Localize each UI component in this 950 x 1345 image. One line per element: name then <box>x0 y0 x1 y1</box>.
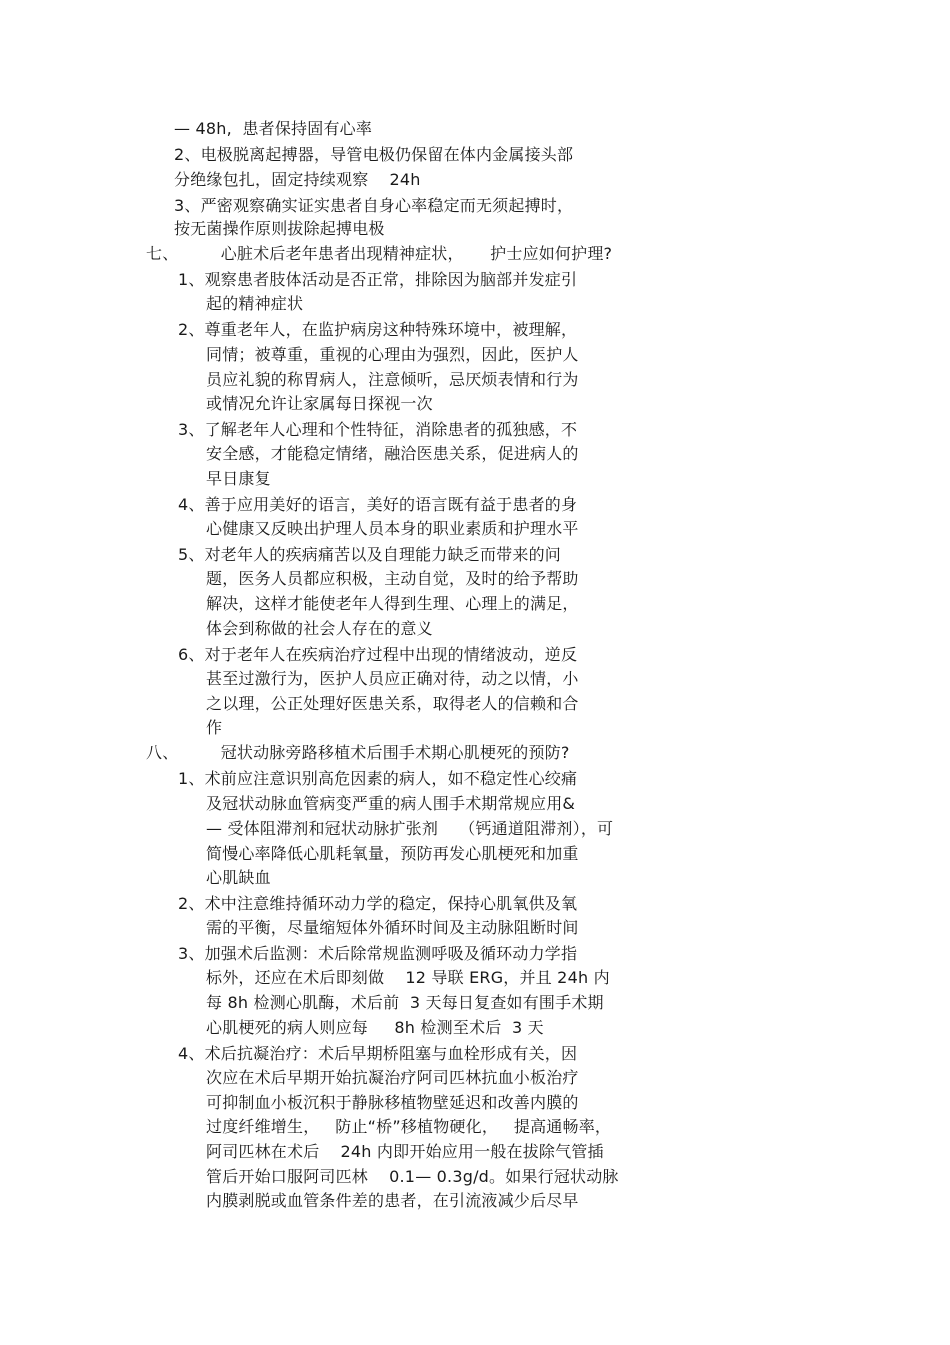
text-line: 可抑制血小板沉积于静脉移植物壁延迟和改善内膜的 <box>206 1093 579 1112</box>
text-line: 次应在术后早期开始抗凝治疗阿司匹林抗血小板治疗 <box>206 1068 579 1087</box>
section-heading: 七、 心脏术后老年患者出现精神症状， 护士应如何护理? <box>146 244 613 263</box>
text-line: 2、尊重老年人，在监护病房这种特殊环境中，被理解， <box>178 320 578 339</box>
section-heading: 八、 冠状动脉旁路移植术后围手术期心肌梗死的预防? <box>146 743 570 762</box>
text-line: 管后开始口服阿司匹林 0.1— 0.3g/d。如果行冠状动脉 <box>206 1167 619 1186</box>
text-line: 1、观察患者肢体活动是否正常，排除因为脑部并发症引 <box>178 270 578 289</box>
text-line: 按无菌操作原则拔除起搏电极 <box>174 219 385 238</box>
text-line: 解决，这样才能使老年人得到生理、心理上的满足， <box>206 594 579 613</box>
text-line: 3、严密观察确实证实患者自身心率稳定而无须起搏时， <box>174 196 574 215</box>
text-line: 作 <box>206 718 223 737</box>
text-line: 分绝缘包扎，固定持续观察 24h <box>174 170 421 189</box>
text-line: 过度纤维增生， 防止“桥”移植物硬化， 提高通畅率， <box>206 1117 612 1136</box>
text-line: 同情；被尊重，重视的心理由为强烈，因此，医护人 <box>206 345 579 364</box>
text-line: 早日康复 <box>206 469 271 488</box>
text-line: 2、术中注意维持循环动力学的稳定，保持心肌氧供及氧 <box>178 894 578 913</box>
text-line: 体会到称做的社会人存在的意义 <box>206 619 433 638</box>
text-line: 4、善于应用美好的语言，美好的语言既有益于患者的身 <box>178 495 578 514</box>
text-line: 及冠状动脉血管病变严重的病人围手术期常规应用& <box>206 794 576 813</box>
text-line: 1、术前应注意识别高危因素的病人，如不稳定性心绞痛 <box>178 769 578 788</box>
text-line: 心肌缺血 <box>206 868 271 887</box>
text-line: 阿司匹林在术后 24h 内即开始应用一般在拔除气管插 <box>206 1142 604 1161</box>
text-line: 题，医务人员都应积极，主动自觉，及时的给予帮助 <box>206 569 579 588</box>
text-line: 简慢心率降低心肌耗氧量，预防再发心肌梗死和加重 <box>206 844 579 863</box>
text-line: — 受体阻滞剂和冠状动脉扩张剂 （钙通道阻滞剂），可 <box>206 819 614 838</box>
text-line: 需的平衡，尽量缩短体外循环时间及主动脉阻断时间 <box>206 918 579 937</box>
text-line: 之以理，公正处理好医患关系，取得老人的信赖和合 <box>206 694 579 713</box>
text-line: 标外，还应在术后即刻做 12 导联 ERG，并且 24h 内 <box>206 968 610 987</box>
text-line: 心健康又反映出护理人员本身的职业素质和护理水平 <box>206 519 579 538</box>
text-line: 起的精神症状 <box>206 294 304 313</box>
text-line: 5、对老年人的疾病痛苦以及自理能力缺乏而带来的问 <box>178 545 561 564</box>
text-line: 2、电极脱离起搏器，导管电极仍保留在体内金属接头部 <box>174 145 574 164</box>
text-line: 甚至过激行为，医护人员应正确对待，动之以情，小 <box>206 669 579 688</box>
text-line: 3、加强术后监测：术后除常规监测呼吸及循环动力学指 <box>178 944 578 963</box>
text-line: — 48h, 患者保持固有心率 <box>174 119 373 138</box>
text-line: 心肌梗死的病人则应每 8h 检测至术后 3 天 <box>206 1018 544 1037</box>
text-line: 员应礼貌的称胃病人，注意倾听，忌厌烦表情和行为 <box>206 370 579 389</box>
text-line: 6、对于老年人在疾病治疗过程中出现的情绪波动，逆反 <box>178 645 578 664</box>
text-line: 或情况允许让家属每日探视一次 <box>206 394 433 413</box>
text-line: 内膜剥脱或血管条件差的患者，在引流液减少后尽早 <box>206 1191 579 1210</box>
text-line: 每 8h 检测心肌酶，术后前 3 天每日复查如有围手术期 <box>206 993 604 1012</box>
text-line: 4、术后抗凝治疗：术后早期桥阻塞与血栓形成有关，因 <box>178 1044 578 1063</box>
text-line: 安全感，才能稳定情绪，融洽医患关系，促进病人的 <box>206 444 579 463</box>
text-line: 3、了解老年人心理和个性特征，消除患者的孤独感，不 <box>178 420 578 439</box>
